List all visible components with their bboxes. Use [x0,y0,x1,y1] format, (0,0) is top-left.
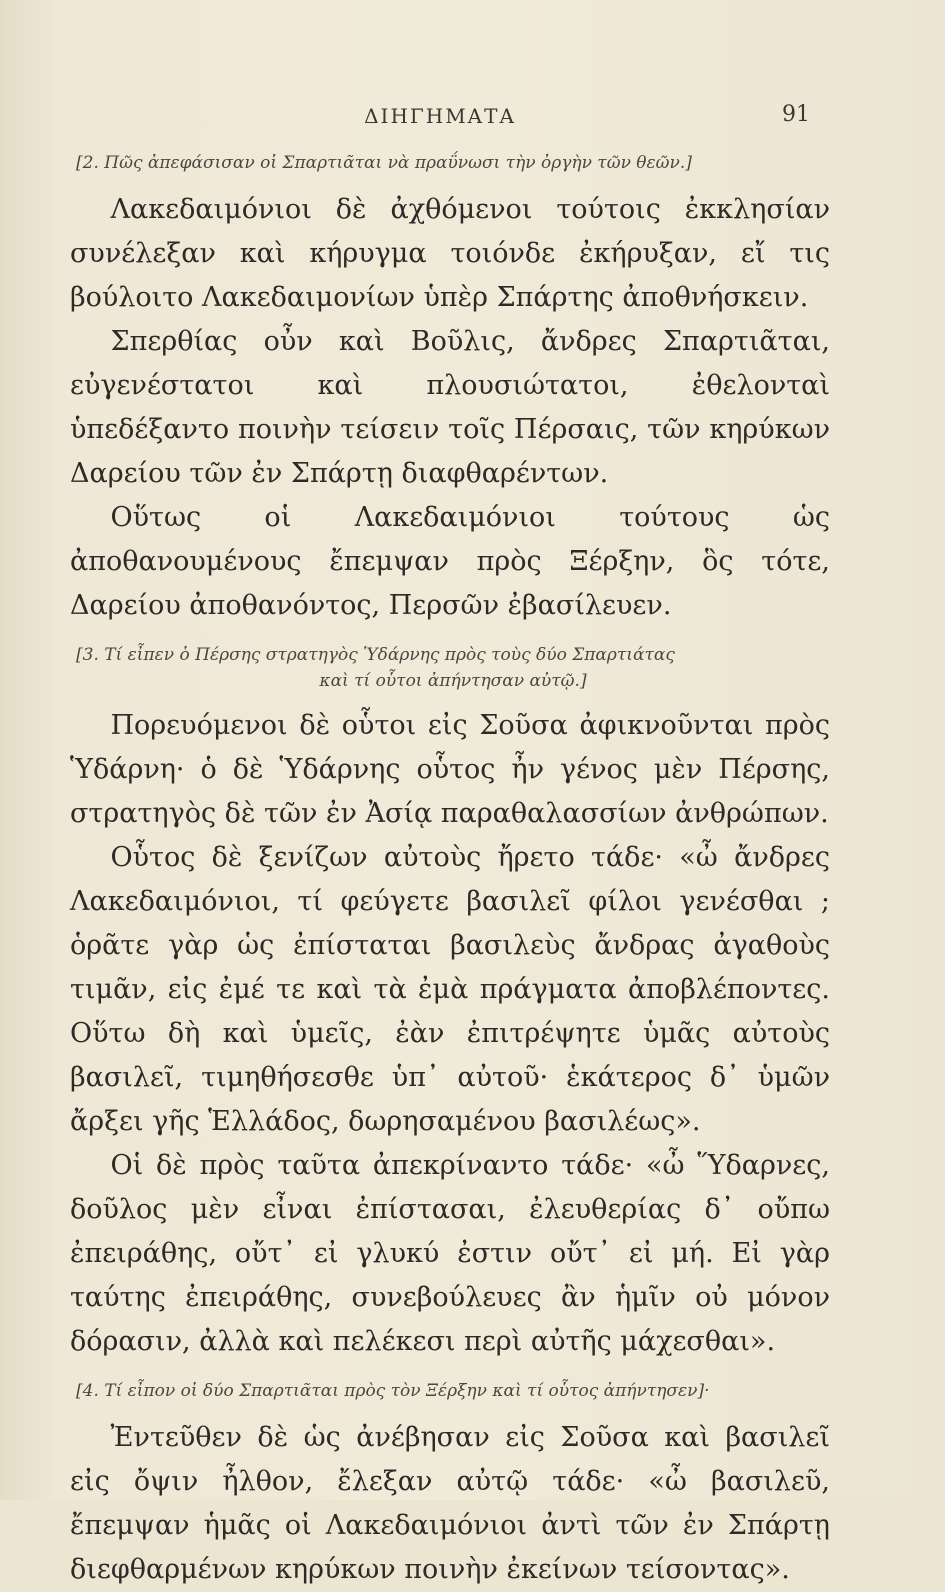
section-3-paragraph-3: Οἱ δὲ πρὸς ταῦτα ἀπεκρίναντο τάδε· «ὦ Ὕδαρνες, δοῦλος μὲν εἶναι ἐπίστασαι, ἐλευθερίας δ᾿ οὔπω ἐπειράθης, οὔτ᾿ εἰ γλυκύ ἐστιν οὔτ᾿ εἰ μή. Εἰ γὰρ ταύτης ἐπειράθης, συνεβούλευες ἂν ἡμῖν οὐ μόνον δόρασιν, ἀλλὰ καὶ πελέκεσι περὶ αὐτῆς μάχεσθαι». [70,1150,830,1357]
section-4-paragraph-1: Ἐντεῦθεν δὲ ὡς ἀνέβησαν εἰς Σοῦσα καὶ βασιλεῖ εἰς ὄψιν ἦλθον, ἔλεξαν αὐτῷ τάδε· «ὦ βασιλεῦ, ἔπεμψαν ἡμᾶς οἱ Λακεδαιμόνιοι ἀντὶ τῶν ἐν Σπάρτῃ διεφθαρμένων κηρύκων ποινὴν ἐκείνων τείσοντας». [70,1422,830,1585]
section-3-paragraph-2: Οὗτος δὲ ξενίζων αὐτοὺς ἤρετο τάδε· «ὦ ἄνδρες Λακεδαιμόνιοι, τί φεύγετε βασιλεῖ φίλοι γενέσθαι ; ὁρᾶτε γὰρ ὡς ἐπίσταται βασιλεὺς ἄνδρας ἀγαθοὺς τιμᾶν, εἰς ἐμέ τε καὶ τὰ ἐμὰ πράγματα ἀποβλέποντες. Οὕτω δὴ καὶ ὑμεῖς, ἐὰν ἐπιτρέψητε ὑμᾶς αὐτοὺς βασιλεῖ, τιμηθήσεσθε ὑπ᾿ αὐτοῦ· ἑκάτερος δ᾿ ὑμῶν ἄρξει γῆς Ἑλλάδος, δωρησαμένου βασιλέως». [70,842,830,1137]
section-3-paragraph-1: Πορευόμενοι δὲ οὗτοι εἰς Σοῦσα ἀφικνοῦνται πρὸς Ὑδάρνη· ὁ δὲ Ὑδάρνης οὗτος ἦν γένος μὲν Πέρσης, στρατηγὸς δὲ τῶν ἐν Ἀσίᾳ παραθαλασσίων ἀνθρώπων. [70,710,830,829]
section-3-heading [70,642,830,694]
section-2-paragraph-1: Λακεδαιμόνιοι δὲ ἀχθόμενοι τούτοις ἐκκλησίαν συνέλεξαν καὶ κήρυγμα τοιόνδε ἐκήρυξαν, εἴ τις βούλοιτο Λακεδαιμονίων ὑπὲρ Σπάρτης ἀποθνήσκειν. [70,194,830,313]
section-2-paragraph-2: Σπερθίας οὖν καὶ Βοῦλις, ἄνδρες Σπαρτιᾶται, εὐγενέστατοι καὶ πλουσιώτατοι, ἐθελονταὶ ὑπεδέξαντο ποινὴν τείσειν τοῖς Πέρσαις, τῶν κηρύκων Δαρείου τῶν ἐν Σπάρτῃ διαφθαρέντων. [70,326,830,489]
page-number: 91 [782,102,810,127]
section-3-heading-line-2: καὶ τί οὗτοι ἀπήντησαν αὐτῷ.] [319,671,587,691]
section-3-heading-line-1: [3. Τί εἶπεν ὁ Πέρσης στρατηγὸς Ὑδάρνης πρὸς τοὺς δύο Σπαρτιάτας [76,645,675,665]
section-2-paragraph-3: Οὕτως οἱ Λακεδαιμόνιοι τούτους ὡς ἀποθανουμένους ἔπεμψαν πρὸς Ξέρξην, ὃς τότε, Δαρείου ἀποθανόντος, Περσῶν ἐβασίλευεν. [70,502,830,621]
section-4-heading: [4. Τί εἶπον οἱ δύο Σπαρτιᾶται πρὸς τὸν Ξέρξην καὶ τί οὗτος ἀπήντησεν]· [76,1381,710,1401]
page-header [0,98,945,138]
page-body [70,150,830,1592]
section-2-heading: [2. Πῶς ἀπεφάσισαν οἱ Σπαρτιᾶται νὰ πραΰνωσι τὴν ὀργὴν τῶν θεῶν.] [76,153,692,173]
running-title: ΔΙΗΓΗΜΑΤΑ [364,104,516,128]
